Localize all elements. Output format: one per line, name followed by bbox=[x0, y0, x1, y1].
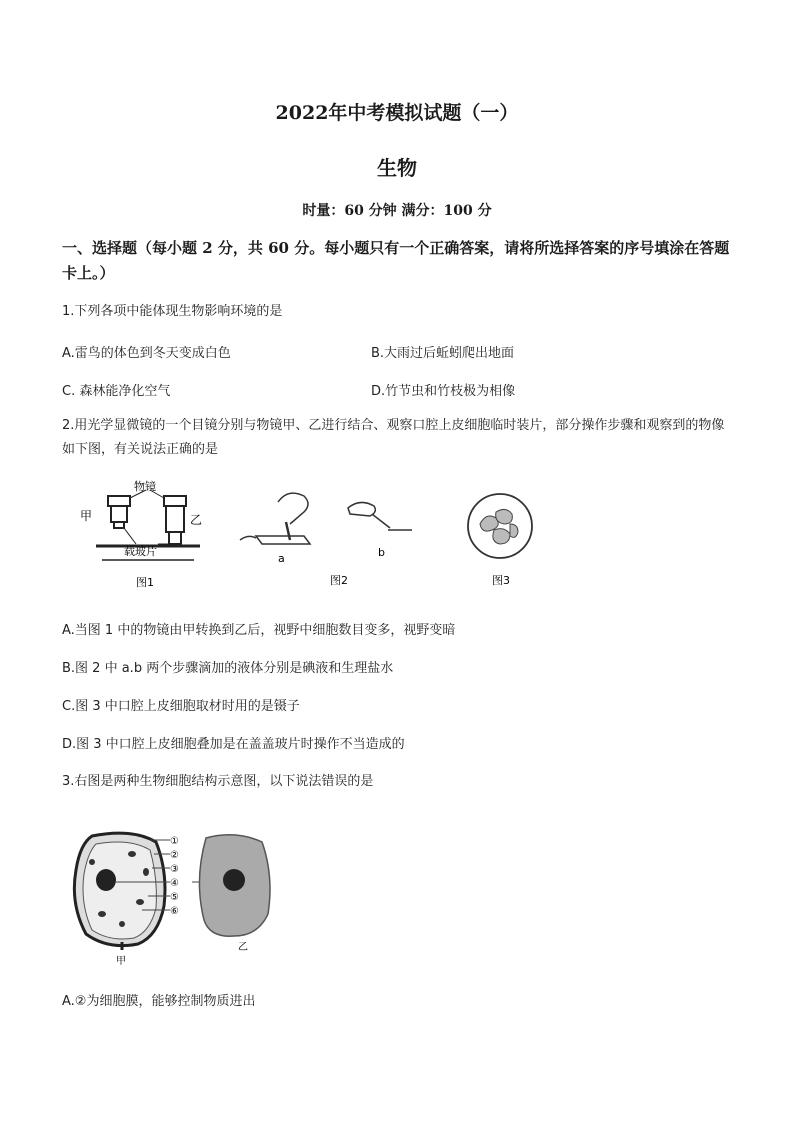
fig1-caption: 图1 bbox=[136, 576, 154, 589]
animal-cell bbox=[199, 835, 270, 936]
exam-meta: 时量：60 分钟 满分：100 分 bbox=[302, 203, 492, 219]
cell-label-4: ④ bbox=[170, 878, 179, 889]
q2-stem: 2.用光学显微镜的一个目镜分别与物镜甲、乙进行结合、观察口腔上皮细胞临时装片，部分操作步骤和观察到的物像如下图，有关说法正确的是 bbox=[62, 418, 725, 457]
fig3-caption: 图3 bbox=[492, 574, 510, 587]
q2-option-d: D.图 3 中口腔上皮细胞叠加是在盖盖玻片时操作不当造成的 bbox=[62, 737, 405, 752]
cell-label-3: ③ bbox=[170, 864, 179, 875]
fig2-caption: 图2 bbox=[330, 574, 348, 587]
cell-label-yi: 乙 bbox=[238, 942, 248, 953]
q2-option-c: C.图 3 中口腔上皮细胞取材时用的是镊子 bbox=[62, 699, 300, 714]
subject-title: 生物 bbox=[377, 156, 417, 180]
q1-option-b: B.大雨过后蚯蚓爬出地面 bbox=[371, 346, 515, 361]
fig2-label-b: b bbox=[378, 546, 385, 559]
fig1-label-objective: 物镜 bbox=[134, 480, 156, 493]
q1-option-c: C. 森林能净化空气 bbox=[62, 384, 171, 399]
q1-option-d: D.竹节虫和竹枝极为相像 bbox=[371, 384, 516, 399]
fig1-label-yi: 乙 bbox=[190, 513, 203, 527]
q3-cell-figure bbox=[62, 822, 282, 972]
section-heading: 一、选择题（每小题 2 分，共 60 分。每小题只有一个正确答案，请将所选择答案的序号填涂在答题卡上。） bbox=[62, 239, 730, 282]
cell-label-jia: 甲 bbox=[116, 956, 126, 967]
q3-option-a: A.②为细胞膜，能够控制物质进出 bbox=[62, 994, 256, 1009]
q1-stem: 1.下列各项中能体现生物影响环境的是 bbox=[62, 304, 283, 319]
cell-label-1: ① bbox=[170, 836, 179, 847]
cell-label-6: ⑥ bbox=[170, 906, 179, 917]
fig2-label-a: a bbox=[278, 552, 285, 565]
q2-figure-3 bbox=[462, 490, 542, 590]
plant-cell bbox=[74, 833, 165, 950]
q2-option-b: B.图 2 中 a.b 两个步骤滴加的液体分别是碘液和生理盐水 bbox=[62, 661, 394, 676]
exam-title: 2022年中考模拟试题（一） bbox=[275, 102, 519, 124]
q2-figure-1 bbox=[78, 478, 218, 590]
fig1-label-jia: 甲 bbox=[80, 509, 93, 523]
q2-figure-2 bbox=[236, 484, 416, 590]
fig1-label-slide: 载玻片 bbox=[124, 545, 157, 558]
q3-stem: 3.右图是两种生物细胞结构示意图，以下说法错误的是 bbox=[62, 774, 374, 789]
q1-option-a: A.雷鸟的体色到冬天变成白色 bbox=[62, 346, 231, 361]
cell-label-2: ② bbox=[170, 850, 179, 861]
q2-option-a: A.当图 1 中的物镜由甲转换到乙后，视野中细胞数目变多，视野变暗 bbox=[62, 623, 456, 638]
cell-label-5: ⑤ bbox=[170, 892, 179, 903]
